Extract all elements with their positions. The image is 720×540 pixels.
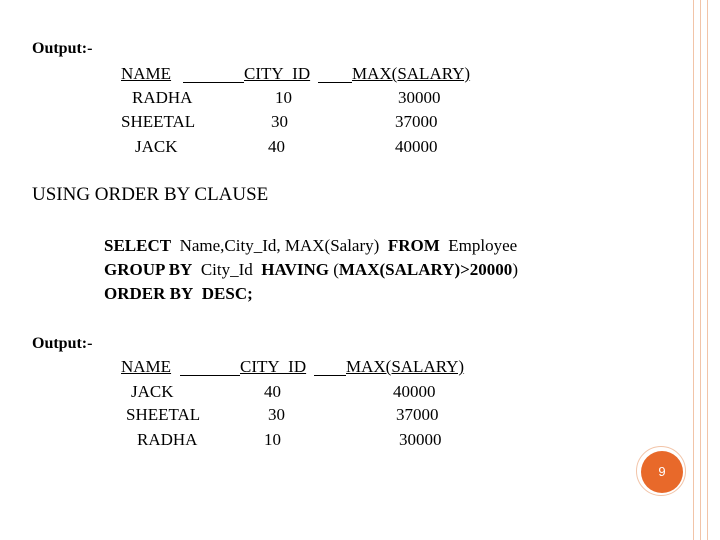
table2-cell: JACK (131, 382, 174, 401)
table1-underline-gap-2 (318, 82, 352, 83)
table1-header-name: NAME (121, 64, 172, 83)
table2-header-name: NAME (121, 357, 172, 376)
table2-cell: 30000 (399, 430, 442, 449)
query-text: Name,City_Id, MAX(Salary) (179, 236, 380, 255)
slide-border-line-2 (700, 0, 701, 540)
table1-cell: JACK (135, 137, 178, 156)
table1-cell: 30 (271, 112, 288, 131)
table2-cell: RADHA (137, 430, 198, 449)
section-heading: USING ORDER BY CLAUSE (32, 184, 269, 205)
table1-cell: 30000 (398, 88, 441, 107)
table2-cell: 40000 (393, 382, 436, 401)
table1-cell: RADHA (132, 88, 193, 107)
output-label-2: Output:- (32, 335, 93, 352)
table2-header-max-salary: MAX(SALARY) (346, 357, 465, 376)
query-line-2 (104, 260, 518, 280)
table2-header-city-id: CITY_ID (240, 357, 307, 376)
query-text: City_Id (200, 260, 253, 279)
query-keyword: FROM (387, 236, 440, 255)
table1-cell: 40000 (395, 137, 438, 156)
table2-cell: SHEETAL (126, 405, 201, 424)
query-text: ) (512, 260, 518, 279)
table1-cell: SHEETAL (121, 112, 196, 131)
slide-border-line-3 (707, 0, 708, 540)
query-keyword: HAVING (261, 260, 329, 279)
table1-header-max-salary: MAX(SALARY) (352, 64, 471, 83)
table1-cell: 40 (268, 137, 285, 156)
output-label-1: Output:- (32, 40, 93, 57)
table2-cell: 10 (264, 430, 281, 449)
table1-header-city-id: CITY_ID (244, 64, 311, 83)
table2-cell: 40 (264, 382, 281, 401)
query-line-1 (104, 236, 517, 256)
table2-underline-gap-2 (314, 375, 346, 376)
table2-cell: 30 (268, 405, 285, 424)
table2-underline-gap-1 (180, 375, 240, 376)
query-text: ( (333, 260, 339, 279)
page-number-badge: 9 (641, 451, 683, 493)
table1-cell: 10 (275, 88, 292, 107)
query-keyword: SELECT (104, 236, 172, 255)
query-keyword: MAX(SALARY)>20000 (338, 260, 513, 279)
table1-cell: 37000 (395, 112, 438, 131)
table1-underline-gap-1 (183, 82, 244, 83)
query-line-3 (104, 284, 253, 304)
slide-border-line-1 (693, 0, 694, 540)
query-keyword: DESC; (201, 284, 253, 303)
query-keyword: GROUP BY (104, 260, 193, 279)
table2-cell: 37000 (396, 405, 439, 424)
query-text: Employee (448, 236, 518, 255)
query-keyword: ORDER BY (104, 284, 194, 303)
